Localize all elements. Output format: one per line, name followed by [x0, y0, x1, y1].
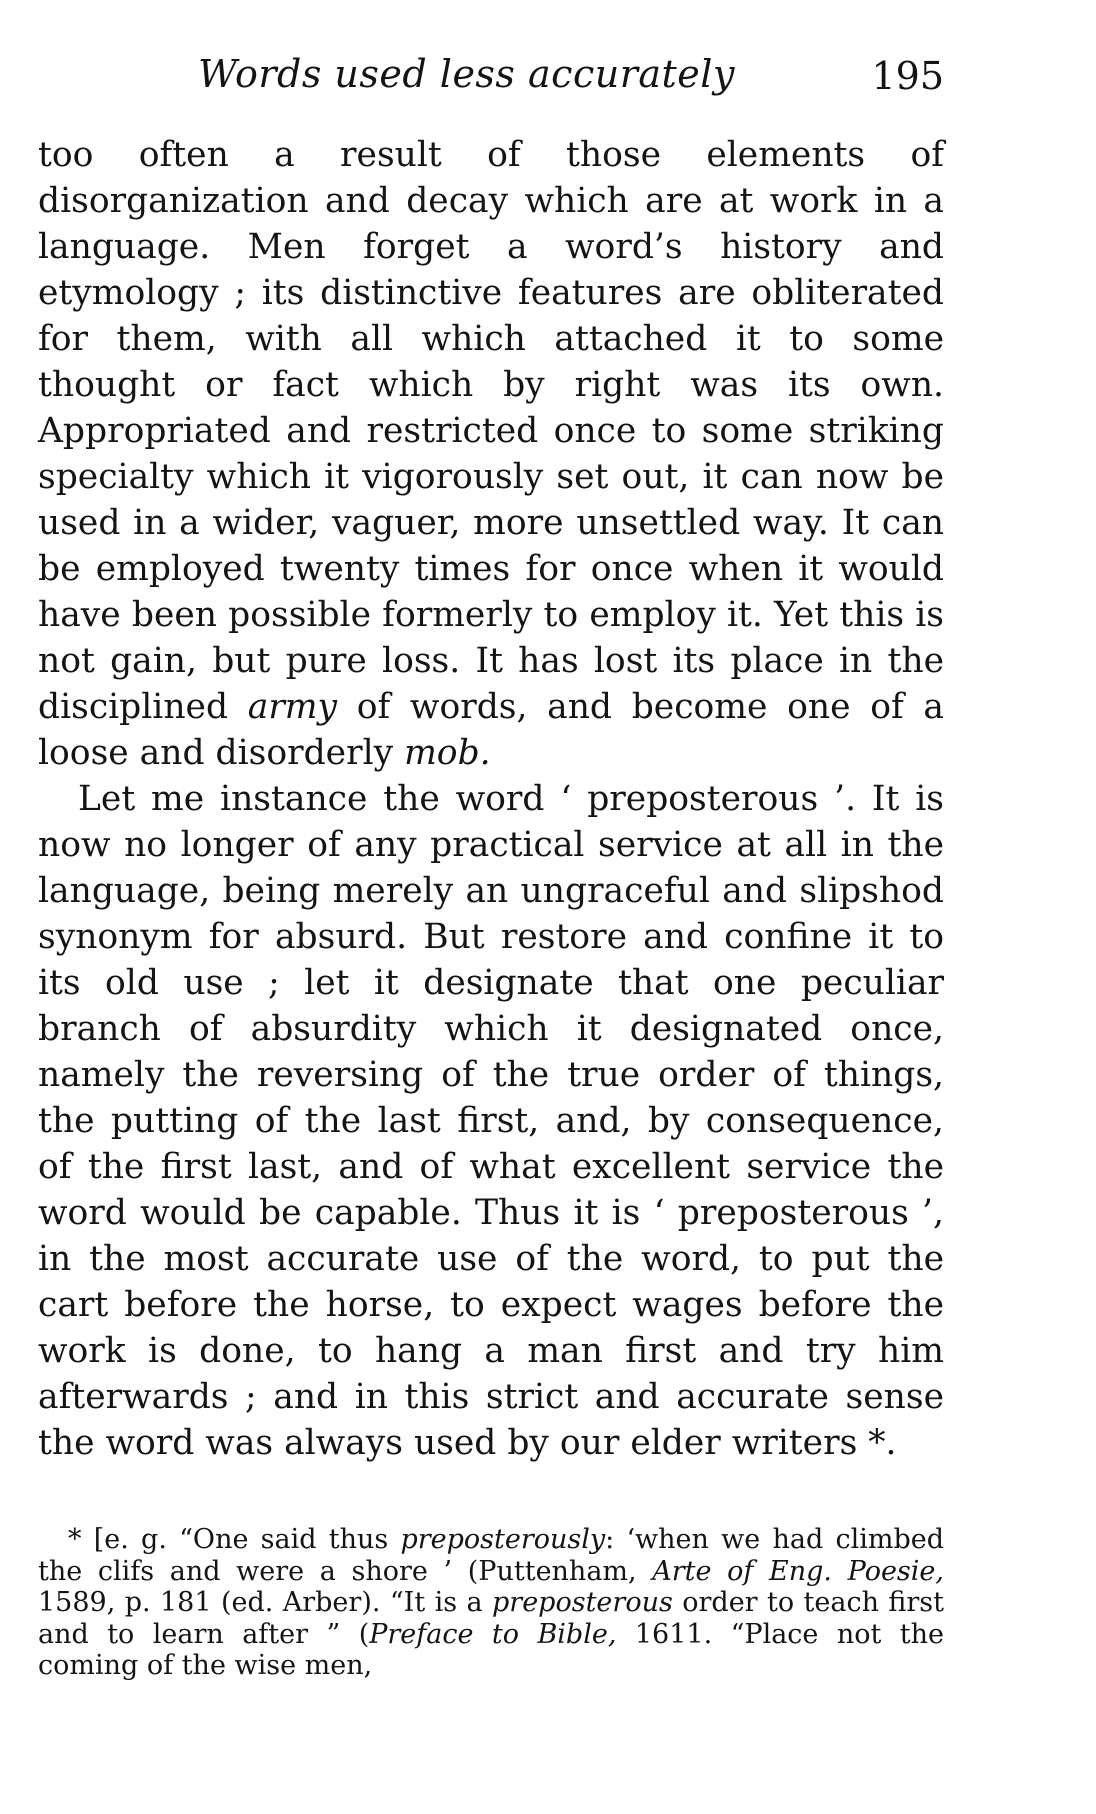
italic-mob: mob. [404, 733, 491, 773]
page-header [38, 40, 944, 110]
footnote-text-4: order to teach first and to learn after ” ( [38, 1587, 944, 1650]
page-number: 195 [871, 54, 944, 98]
footnote-text-2: : ‘when we had climbed the clifs and were a shore ’ (Puttenham, [38, 1524, 944, 1587]
footnote-text-1: * [e. g. “One said thus [68, 1524, 401, 1555]
paragraph-1-text-b: of words, and become one of a loose and disorderly [38, 687, 944, 773]
footnote-italic-4: Preface to Bible, [369, 1618, 617, 1650]
footnote [38, 1524, 944, 1682]
paragraph-1-text-a: too often a result of those elements of disorganization and decay which are at work in a language. Men forget a word’s history and etymology ; its distinctive features are obliterated for them, with all which attached it to some thought or fact which by right was its own. Appropriated and restricted once to some striking specialty which it vigorously set out, it can now be used in a wider, vaguer, more unsettled way. It can be employed twenty times for once when it would have been possible formerly to employ it. Yet this is not gain, but pure loss. It has lost its place in the disciplined [38, 135, 944, 727]
footnote-text-5: 1611. “Place not the coming of the wise men, [38, 1618, 944, 1681]
running-title: Words used less accurately [198, 52, 735, 96]
footnote-text-3: 1589, p. 181 (ed. Arber). “It is a [38, 1587, 493, 1618]
paragraph-2: Let me instance the word ‘ preposterous ’. It is now no longer of any practical service at all in the language, being merely an ungraceful and slipshod synonym for absurd. But restore and confine it to its old use ; let it designate that one peculiar branch of absurdity which it designated once, namely the reversing of the true order of things, the putting of the last first, and, by consequence, of the first last, and of what excellent service the word would be capable. Thus it is ‘ preposterous ’, in the most accurate use of the word, to put the cart before the horse, to expect wages before the work is done, to hang a man first and try him afterwards ; and in this strict and accurate sense the word was always used by our elder writers *. [38, 779, 944, 1463]
body-text [38, 132, 944, 1466]
paragraph-1 [38, 132, 944, 776]
italic-army: army [247, 687, 338, 727]
footnote-italic-1: preposterously [400, 1524, 606, 1555]
book-page [38, 40, 944, 1682]
footnote-italic-3: preposterous [492, 1587, 673, 1618]
footnote-italic-2: Arte of Eng. Poesie, [652, 1555, 944, 1587]
